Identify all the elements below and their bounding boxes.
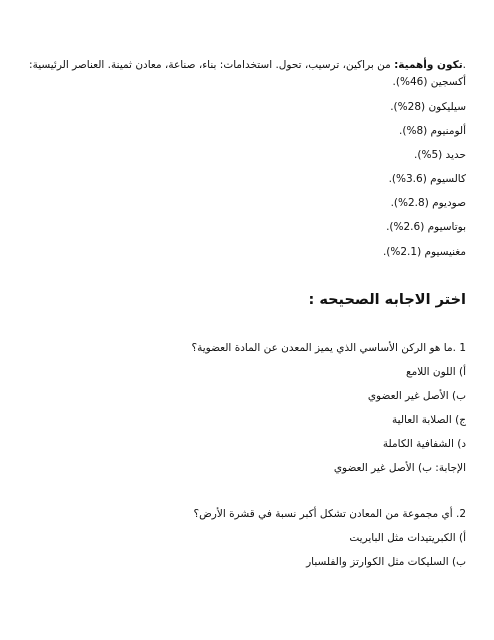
- question-1-option-d: د) الشفافية الكاملة: [382, 438, 466, 450]
- intro-lead-tail: .: [462, 59, 466, 71]
- question-1-text: .ما هو الركن الأساسي الذي يميز المعدن عن المادة العضوية؟: [191, 342, 456, 354]
- element-sodium: صوديوم (2.8%).: [390, 197, 466, 209]
- element-magnesium: مغنيسيوم (2.1%).: [382, 246, 466, 258]
- question-2-number: 2: [459, 508, 466, 520]
- intro-paragraph: [29, 58, 466, 72]
- question-1-number: 1: [459, 342, 466, 354]
- question-2-option-b: ب) السليكات مثل الكوارتز والفلسبار: [306, 556, 466, 568]
- intro-lead-text: من براكين، ترسيب، تحول. استخدامات: بناء، صناعة، معادن ثمينة. العناصر الرئيسية:: [29, 59, 395, 71]
- element-silicon: سيليكون (28%).: [390, 101, 466, 113]
- question-1-answer: الإجابة: ب) الأصل غير العضوي: [333, 462, 466, 474]
- element-calcium: كالسيوم (3.6%).: [388, 173, 466, 185]
- element-oxygen: أكسجين (46%).: [392, 76, 466, 88]
- question-1-option-b: ب) الأصل غير العضوي: [367, 390, 466, 402]
- question-2: [194, 507, 466, 521]
- question-1-option-a: أ) اللون اللامع: [405, 366, 466, 378]
- intro-lead-bold: تكون وأهمية:: [394, 59, 463, 71]
- section-heading: اختر الاجابه الصحيحه :: [308, 292, 466, 308]
- element-aluminium: ألومنيوم (8%).: [399, 125, 466, 137]
- question-1: [192, 341, 466, 355]
- question-1-option-c: ج) الصلابة العالية: [392, 414, 466, 426]
- question-2-option-a: أ) الكبريتيدات مثل البايريت: [349, 532, 466, 544]
- element-potassium: بوتاسيوم (2.6%).: [386, 221, 466, 233]
- question-2-text: . أي مجموعة من المعادن تشكل أكبر نسبة في قشرة الأرض؟: [193, 508, 460, 520]
- element-iron: حديد (5%).: [414, 149, 466, 161]
